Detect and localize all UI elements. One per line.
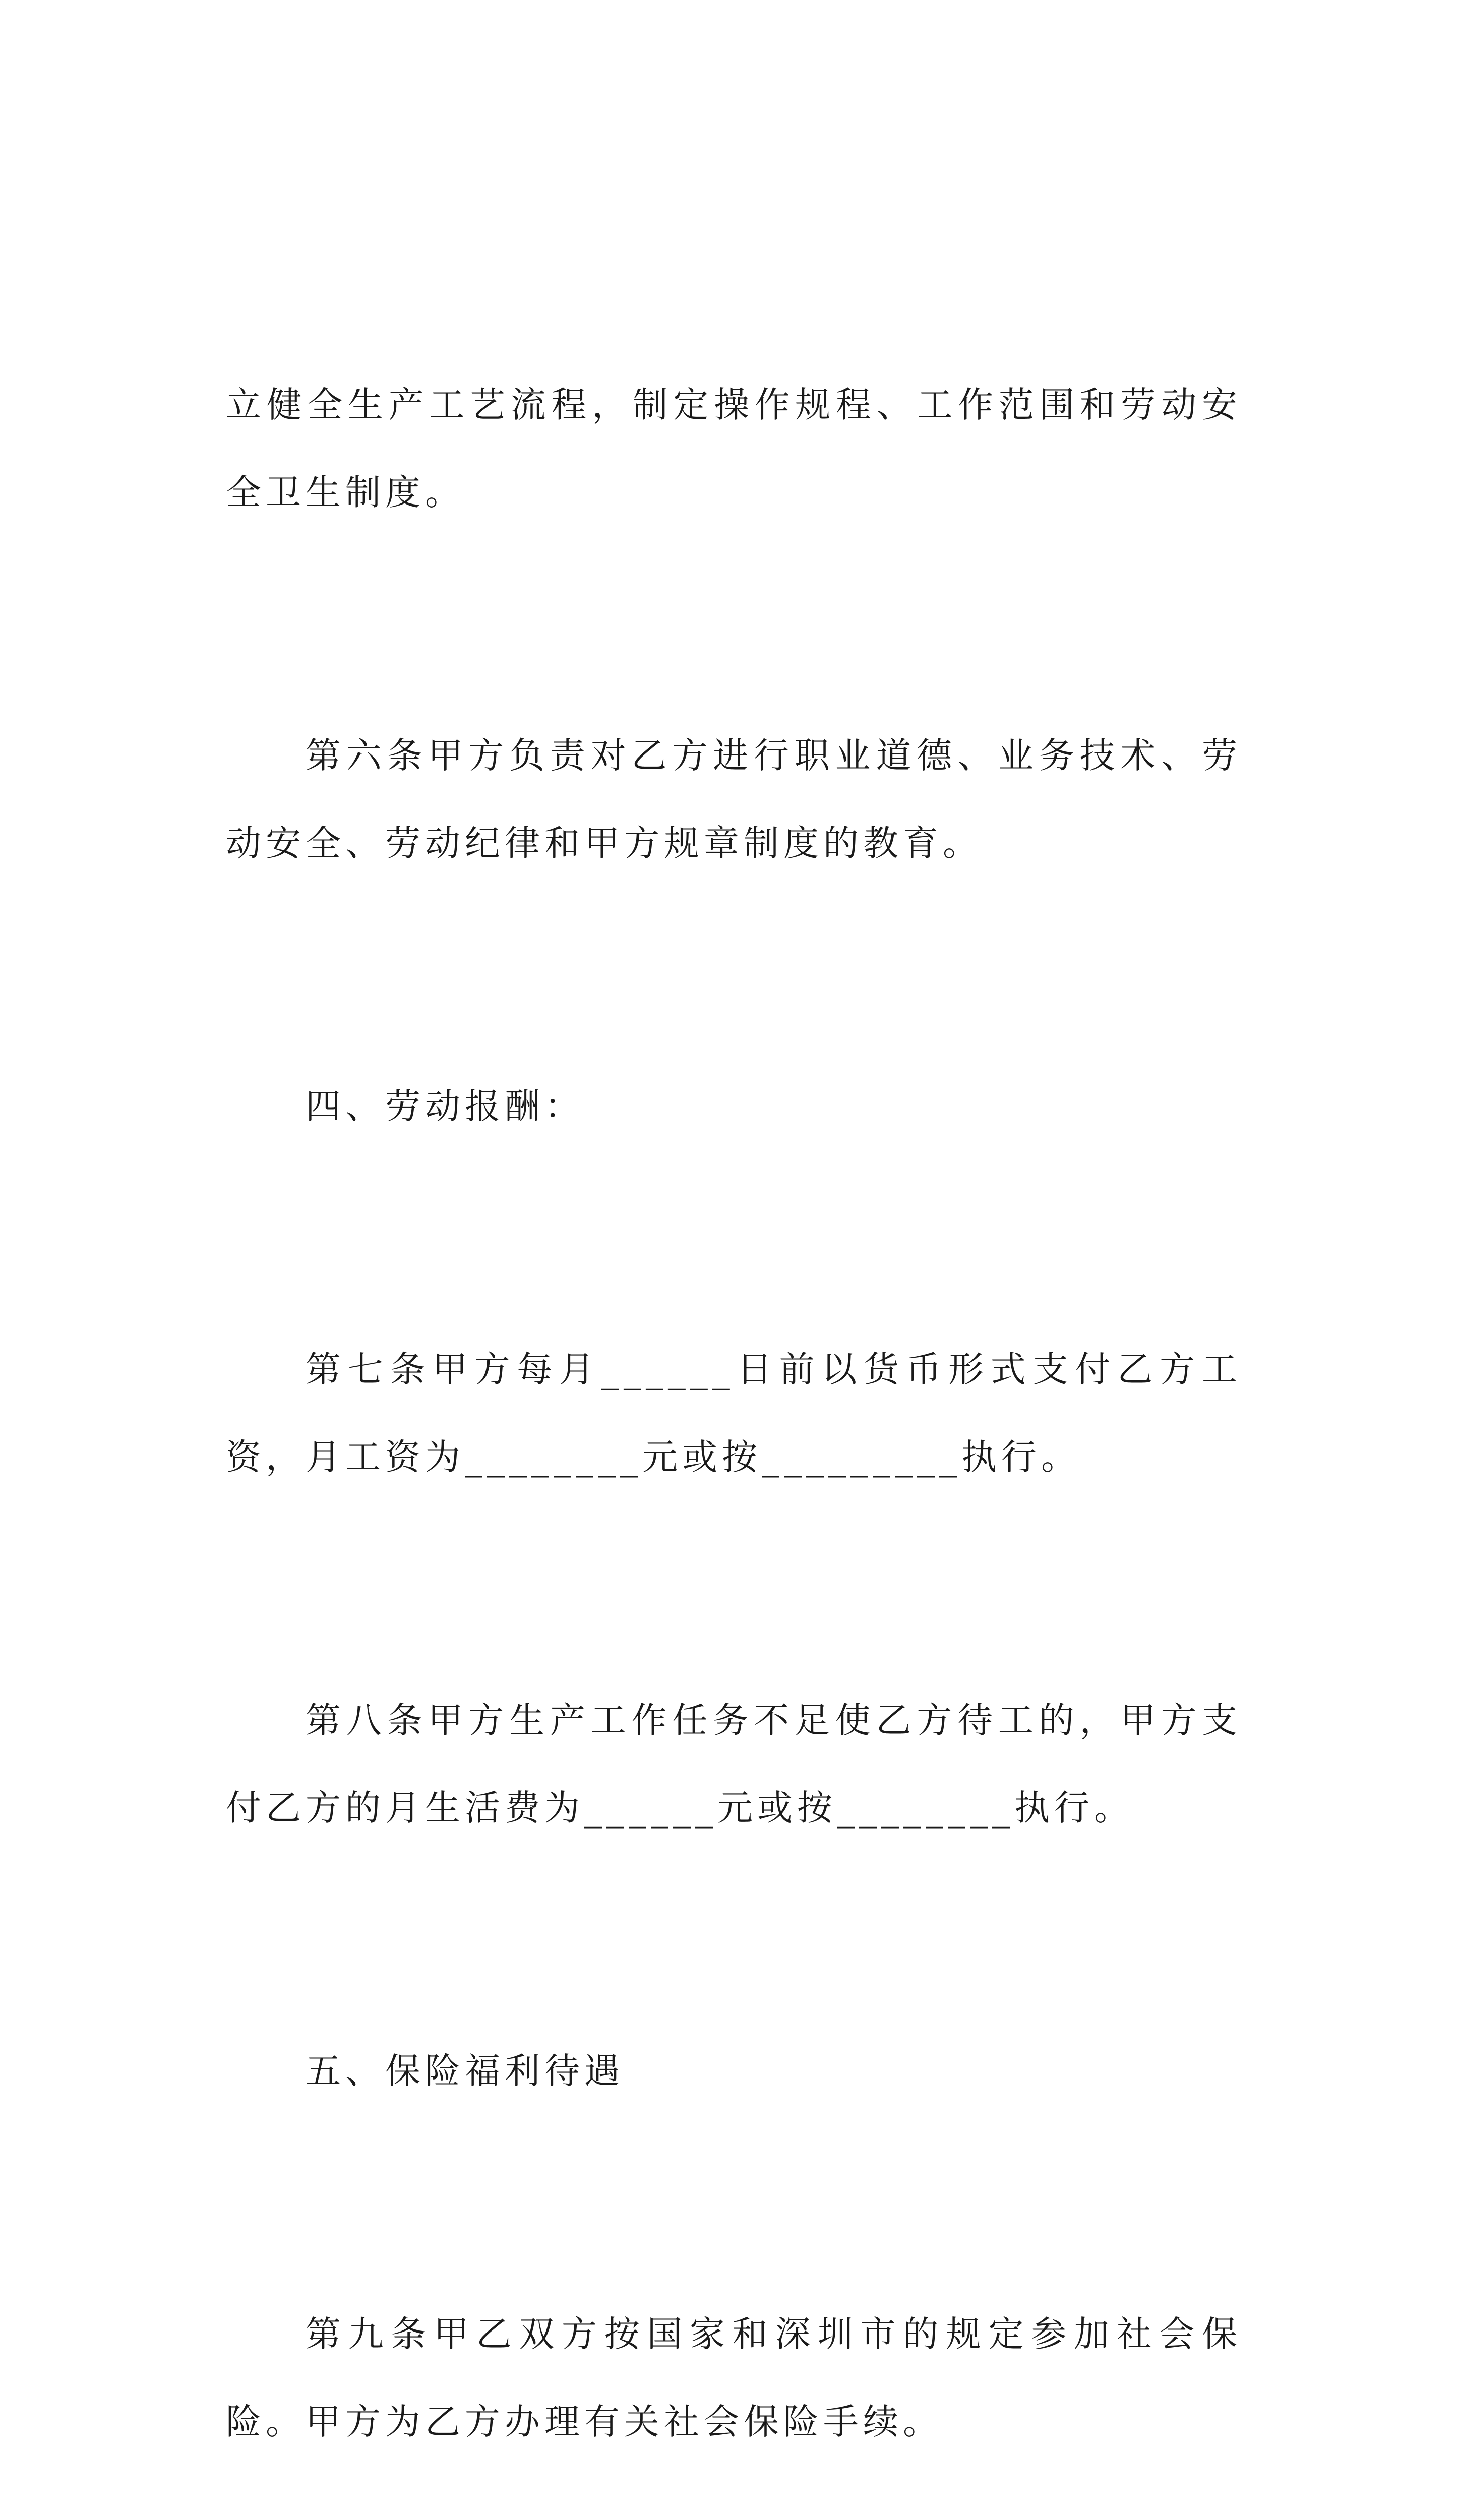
paragraph-article-6: 第六条甲方负责对乙方进行职业道德、业务技术、劳动安全、劳动纪律和甲方规章制度的教育。 — [226, 735, 1242, 864]
paragraph-article-9: 第九条甲乙双方按国家和深圳市的规定参加社会保险。甲方为乙方办理有关社会保险手续。 — [226, 2313, 1242, 2442]
paragraph-article-7: 第七条甲方每月______日前以货币形式支付乙方工资，月工资为________元或按_________执行。 — [226, 1349, 1242, 1478]
section-heading-remuneration: 四、劳动报酬： — [306, 1086, 584, 1127]
paragraph-continuation: 立健全生产工艺流程，制定操作规程、工作范围和劳动安全卫生制度。 — [226, 384, 1242, 513]
document-body — [226, 185, 1242, 2520]
section-heading-insurance: 五、保险福利待遇 — [306, 2050, 624, 2092]
paragraph-article-8: 第八条甲方生产工作任务不足使乙方待工的，甲方支付乙方的月生活费为______元或按________执行。 — [226, 1699, 1242, 1829]
